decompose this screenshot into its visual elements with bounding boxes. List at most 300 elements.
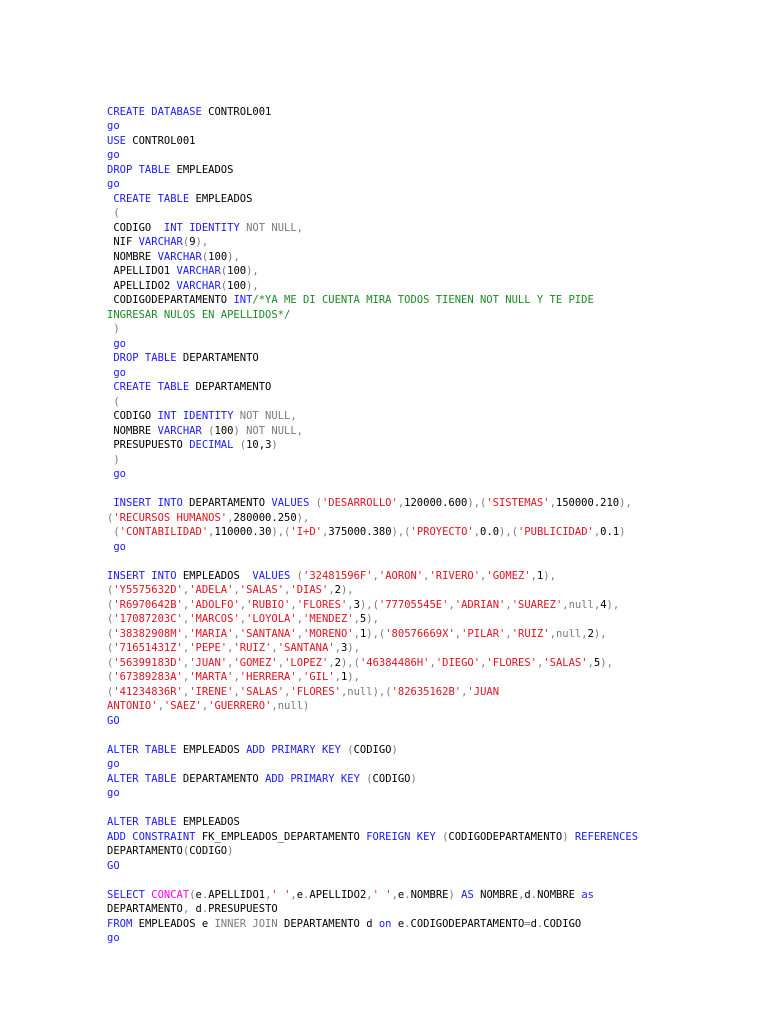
code-line [107, 540, 747, 555]
code-token: 'PEPE' [189, 642, 228, 654]
code-token: DEPARTAMENTO [189, 381, 272, 393]
code-token: ALTER TABLE [107, 772, 177, 785]
code-token: 'ADELA' [189, 584, 234, 596]
code-token: 'GOMEZ' [233, 656, 278, 669]
code-token: go [107, 758, 120, 770]
code-token: FK_EMPLEADOS_DEPARTAMENTO [195, 830, 367, 843]
code-token: on [378, 917, 392, 930]
code-token: ' ' [372, 888, 392, 901]
code-token: , [473, 526, 481, 538]
code-token: , [271, 642, 278, 654]
code-token: 'MORENO' [303, 627, 354, 640]
code-token: ( [107, 685, 114, 698]
code-token: DEPARTAMENTO [107, 903, 183, 915]
code-token: ( [182, 236, 190, 248]
code-token: , [284, 584, 291, 596]
code-token: CONTROL001 [201, 105, 272, 118]
code-token: PRESUPUESTO [107, 439, 190, 451]
code-line [107, 105, 747, 120]
code-token: 'SALAS' [239, 685, 285, 698]
code-token: DEPARTAMENTO [182, 497, 272, 509]
code-token: CREATE DATABASE [107, 105, 202, 118]
code-token: ) [107, 323, 120, 335]
code-token: 'SISTEMAS' [486, 497, 550, 509]
code-token: , [182, 642, 190, 654]
code-token: NOT NULL, [233, 410, 297, 422]
code-line [107, 554, 747, 569]
code-token: ) [107, 453, 120, 466]
code-token: 5 [593, 656, 601, 669]
code-token: , [296, 671, 304, 683]
code-token: 'FLORES' [290, 685, 341, 698]
code-token: 'ADOLFO' [189, 598, 240, 611]
code-token: 'MARCOS' [189, 613, 240, 625]
code-token: go [107, 468, 126, 480]
code-token: ( [107, 656, 114, 669]
code-token: CODIGO [107, 221, 164, 234]
code-token: 'AORON' [378, 569, 424, 582]
code-token: 'IRENE' [189, 685, 234, 698]
code-token: VARCHAR [176, 279, 221, 292]
code-token: , [284, 685, 291, 698]
code-token: ( [182, 845, 190, 857]
code-token: , [587, 656, 594, 669]
code-token: , [182, 613, 190, 625]
code-token: ) [271, 439, 278, 451]
code-token: '38382908M' [113, 627, 183, 640]
code-token: INSERT INTO [107, 569, 177, 582]
code-token: , [182, 598, 190, 611]
code-line [107, 467, 747, 482]
code-token: 280000.250 [233, 511, 297, 524]
code-token: ),( [467, 497, 487, 509]
code-token: ANTONIO' [107, 700, 158, 712]
code-token: CODIGODEPARTAMENTO [448, 830, 563, 843]
code-token: FOREIGN KEY [366, 830, 436, 843]
sql-code-block [107, 90, 747, 946]
code-line [107, 743, 747, 758]
code-token: , [518, 888, 525, 901]
code-token: EMPLEADOS e [132, 917, 215, 930]
code-token: , [353, 613, 360, 625]
code-token: APELLIDO1 [107, 265, 177, 277]
code-token: , [530, 569, 537, 582]
code-token: 'SUAREZ' [511, 598, 563, 611]
code-token: as [581, 888, 594, 901]
code-token: ) NOT NULL, [233, 424, 304, 437]
code-token: ( [189, 888, 196, 901]
code-line [107, 206, 747, 221]
code-token: , [208, 526, 215, 538]
code-token: go [107, 366, 126, 379]
code-line [107, 279, 747, 294]
code-token: APELLIDO2 [309, 888, 367, 901]
code-token: 'I+D' [290, 526, 322, 538]
code-token: CONCAT [151, 888, 190, 901]
code-token: NOMBRE [537, 888, 582, 901]
code-token: CREATE TABLE [107, 381, 190, 393]
code-line [107, 525, 747, 540]
code-token: , [227, 511, 234, 524]
code-token: , [328, 584, 335, 596]
code-token: VARCHAR [176, 265, 221, 277]
code-token: , [239, 613, 247, 625]
code-token: , [182, 584, 190, 596]
code-line [107, 583, 747, 598]
code-token: 'RECURSOS HUMANOS' [113, 511, 228, 524]
code-token: ( [201, 250, 209, 263]
code-token: ALTER TABLE [107, 816, 177, 828]
code-line [107, 264, 747, 279]
code-token: NOMBRE [473, 888, 519, 901]
code-token: 375000.380 [328, 526, 392, 538]
code-token: , [347, 598, 354, 611]
code-token: VARCHAR [157, 250, 202, 263]
code-line [107, 685, 747, 700]
code-token: , [480, 656, 487, 669]
code-token: ( [107, 613, 114, 625]
code-token: CODIGODEPARTAMENTO [410, 917, 525, 930]
code-token: 'SALAS' [239, 584, 285, 596]
code-line [107, 293, 747, 308]
code-token: '17087203C' [113, 613, 183, 625]
code-token: VARCHAR [157, 424, 202, 437]
code-token: 'JUAN' [189, 656, 228, 669]
code-line [107, 409, 747, 424]
code-token: , [334, 642, 341, 654]
code-token: , [290, 598, 297, 611]
code-token: ), [600, 656, 613, 669]
code-token: 'MENDEZ' [303, 613, 354, 625]
code-token: , [182, 627, 190, 640]
code-token: ( [290, 569, 303, 582]
code-token: , [182, 903, 190, 915]
code-token: ( [107, 526, 120, 538]
code-token: 150000.210 [555, 497, 620, 509]
code-token: ) [562, 830, 575, 843]
code-token: EMPLEADOS [176, 816, 240, 828]
code-token: CODIGO [353, 743, 392, 756]
code-token: INGRESAR NULOS EN APELLIDOS*/ [107, 308, 291, 321]
code-token: ), [227, 250, 240, 263]
code-token: ( [309, 497, 322, 509]
code-token: d [189, 903, 202, 915]
code-line [107, 612, 747, 627]
code-token: ), [246, 265, 259, 277]
code-token: , [182, 671, 190, 683]
code-token: 'MARTA' [189, 671, 234, 683]
code-token: DEPARTAMENTO [176, 772, 266, 785]
code-token: 'RIVERO' [429, 569, 481, 582]
code-line [107, 453, 747, 468]
code-token: INT IDENTITY [157, 410, 234, 422]
code-line [107, 177, 747, 192]
code-token: 10,3 [246, 439, 272, 451]
code-token: , [448, 598, 455, 611]
code-token: 'GIL' [303, 671, 335, 683]
code-token: ( [107, 642, 114, 654]
code-token: , [372, 569, 379, 582]
code-token: DROP TABLE [107, 163, 171, 176]
code-token: . [404, 888, 411, 901]
code-line [107, 221, 747, 236]
code-token: DEPARTAMENTO [176, 352, 259, 364]
code-line [107, 192, 747, 207]
code-token: ) [448, 888, 462, 901]
code-token: ,null, [562, 598, 601, 611]
code-token: ADD PRIMARY KEY [246, 743, 341, 756]
code-token: DEPARTAMENTO d [277, 917, 379, 930]
code-token: ),( [340, 656, 360, 669]
code-token: ), [543, 569, 556, 582]
code-token: , [157, 700, 164, 712]
code-token: 0.1 [600, 526, 620, 538]
code-token: 'PROYECTO' [410, 526, 474, 538]
code-token: e [195, 888, 202, 901]
code-token: 5 [359, 613, 367, 625]
code-line [107, 815, 747, 830]
code-token: 0.0 [480, 526, 500, 538]
code-line [107, 351, 747, 366]
code-token: '46384486H' [359, 656, 430, 669]
code-token: go [107, 178, 120, 190]
code-line [107, 380, 747, 395]
code-token: , [334, 671, 341, 683]
code-token: ,null) [271, 700, 310, 712]
code-token: 4 [600, 598, 607, 611]
code-token: , [397, 497, 405, 509]
code-token: /*YA ME DI CUENTA MIRA TODOS TIENEN NOT NULL Y TE PIDE [252, 294, 594, 306]
code-token: = [524, 917, 531, 930]
code-token: 'SANTANA' [277, 642, 335, 654]
code-token: ( [107, 627, 114, 640]
code-token: e [397, 888, 405, 901]
code-token: ), [195, 236, 209, 248]
code-token: 'HERRERA' [239, 671, 297, 683]
code-token: 2 [587, 627, 594, 640]
code-line [107, 627, 747, 642]
code-token: ),( [499, 526, 518, 538]
code-token: EMPLEADOS [170, 163, 234, 176]
code-line [107, 931, 747, 946]
code-token: '56399183D' [113, 656, 183, 669]
code-token: 100 [208, 250, 228, 263]
code-token: 1 [340, 671, 348, 683]
code-line [107, 163, 747, 178]
code-token: , [549, 497, 556, 509]
code-line [107, 598, 747, 613]
code-token: , [321, 526, 329, 538]
code-line [107, 728, 747, 743]
code-line [107, 395, 747, 410]
code-line [107, 873, 747, 888]
code-token: , [593, 526, 601, 538]
code-token: NIF [107, 236, 139, 248]
code-line [107, 496, 747, 511]
code-token: ( [233, 439, 247, 451]
code-token: ) [227, 845, 234, 857]
code-token: ,null),( [340, 685, 392, 698]
code-token: GO [107, 859, 120, 872]
code-token: , [480, 569, 487, 582]
code-token: . [201, 903, 209, 915]
code-line [107, 438, 747, 453]
code-token: 'PUBLICIDAD' [517, 526, 594, 538]
code-line [107, 670, 747, 685]
code-token: ), [366, 613, 379, 625]
code-token: SELECT [107, 888, 145, 901]
code-token: ( [220, 279, 228, 292]
code-token: 'PILAR' [461, 627, 506, 640]
code-token: 'DESARROLLO' [321, 497, 398, 509]
code-token: USE [107, 134, 126, 147]
code-token: '80576669X' [385, 627, 455, 640]
code-token: ,null, [549, 627, 588, 640]
code-token: , [461, 685, 468, 698]
code-token: 'SAEZ' [163, 700, 202, 712]
code-token: CODIGO [107, 410, 158, 422]
code-token: ),( [391, 526, 411, 538]
code-token: ),( [366, 627, 386, 640]
code-token: '32481596F' [303, 569, 373, 582]
code-token: . [303, 888, 310, 901]
code-token: DEPARTAMENTO [107, 845, 183, 857]
code-token: 3 [353, 598, 360, 611]
code-token: ), [296, 511, 310, 524]
code-line [107, 772, 747, 787]
code-token: CODIGO [189, 845, 228, 857]
code-line [107, 250, 747, 265]
code-line [107, 859, 747, 874]
code-token: 110000.30 [214, 526, 272, 538]
code-token: 'JUAN [467, 685, 500, 698]
code-token: '67389283A' [113, 671, 183, 683]
code-token: GO [107, 714, 120, 727]
code-token: 'LOYOLA' [246, 613, 297, 625]
code-token: . [530, 888, 538, 901]
code-token: ( [107, 671, 114, 683]
code-token: ( [340, 743, 354, 756]
code-token: , [328, 656, 335, 669]
code-token: ),( [359, 598, 379, 611]
code-token: , [429, 656, 436, 669]
code-line [107, 699, 747, 714]
code-token: , [227, 656, 234, 669]
code-token: 9 [189, 236, 196, 248]
code-token: CREATE TABLE [107, 192, 190, 205]
code-token: go [107, 120, 120, 132]
code-line [107, 119, 747, 134]
code-token: go [107, 787, 120, 799]
code-token: '82635162B' [391, 685, 462, 698]
code-token: '71651431Z' [113, 642, 183, 654]
code-token: CODIGO [543, 917, 582, 930]
code-token: 'FLORES' [486, 656, 537, 669]
code-token: , [366, 888, 373, 901]
code-token: . [404, 917, 411, 930]
code-token: d [530, 917, 537, 930]
code-token: 2 [334, 584, 341, 596]
code-token: ( [107, 511, 114, 524]
code-token: ADD CONSTRAINT [107, 830, 196, 843]
code-token: ), [347, 642, 360, 654]
code-token: VARCHAR [138, 236, 183, 248]
code-token: ( [359, 772, 373, 785]
code-token: ADD PRIMARY KEY [265, 772, 360, 785]
code-line [107, 801, 747, 816]
code-token: EMPLEADOS [189, 192, 253, 205]
code-token: e [296, 888, 304, 901]
code-token: 'FLORES' [296, 598, 348, 611]
code-token: 'Y5575632D' [113, 584, 183, 596]
code-token: ( [435, 830, 449, 843]
code-token: 'RUIZ' [511, 627, 550, 640]
code-token: '41234836R' [113, 685, 183, 698]
code-token: , [265, 888, 272, 901]
code-token: ), [347, 671, 360, 683]
code-token: 'DIAS' [290, 584, 329, 596]
code-line [107, 308, 747, 323]
code-token: EMPLEADOS [176, 569, 253, 582]
code-line [107, 902, 747, 917]
code-token: , [201, 700, 209, 712]
code-token: , [423, 569, 430, 582]
code-token: , [182, 656, 190, 669]
code-token: 100 [227, 265, 247, 277]
code-line [107, 366, 747, 381]
code-token: 1 [536, 569, 544, 582]
code-token: go [107, 149, 120, 161]
code-line [107, 757, 747, 772]
code-token: ), [340, 584, 354, 596]
code-token: . [201, 888, 209, 901]
code-line [107, 134, 747, 149]
code-token: , [182, 685, 190, 698]
code-token: , [537, 656, 544, 669]
code-token: ) [619, 526, 626, 538]
code-token: , [296, 613, 304, 625]
code-line [107, 90, 747, 105]
code-token: INT [233, 294, 253, 306]
code-token: ( [107, 584, 114, 596]
code-token: , [505, 598, 512, 611]
code-token: . [536, 917, 544, 930]
code-token: , [454, 627, 462, 640]
code-token: , [277, 656, 285, 669]
code-token: 'RUBIO' [246, 598, 291, 611]
code-token: INSERT INTO [107, 497, 183, 509]
code-token: 'GOMEZ' [486, 569, 531, 582]
code-token: NOMBRE [107, 424, 158, 437]
code-token: go [107, 337, 126, 350]
code-token: 3 [340, 642, 348, 654]
code-token: ( [107, 207, 120, 219]
code-line [107, 235, 747, 250]
code-line [107, 888, 747, 903]
code-token: , [353, 627, 360, 640]
code-token: DECIMAL [189, 439, 234, 451]
code-token: 'GUERRERO' [208, 700, 272, 712]
code-token: , [233, 584, 240, 596]
code-token: FROM [107, 917, 133, 930]
code-token: VALUES [252, 569, 291, 582]
code-token: CONTROL001 [125, 134, 196, 147]
code-token: ), [246, 279, 259, 292]
code-token: ' ' [271, 888, 291, 901]
code-token: go [107, 540, 126, 553]
code-token: , [505, 627, 512, 640]
code-token: APELLIDO2 [107, 279, 177, 292]
